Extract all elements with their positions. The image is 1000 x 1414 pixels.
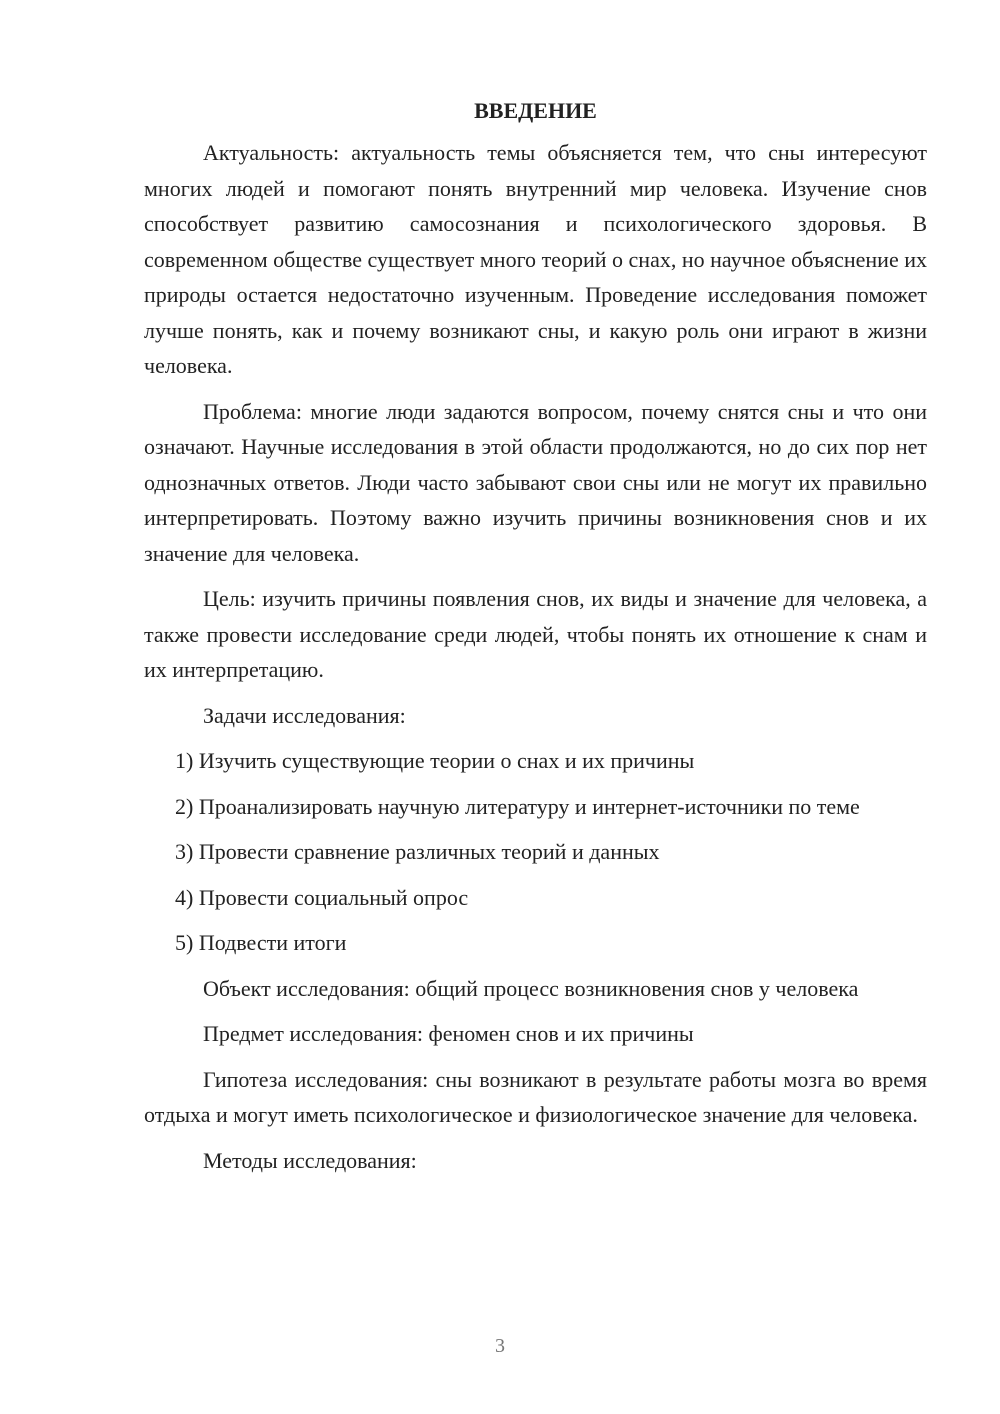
methods-heading: Методы исследования: (203, 1147, 417, 1173)
subject-paragraph: Предмет исследования: феномен снов и их причины (203, 1021, 694, 1046)
object-paragraph: Объект исследования: общий процесс возникновения снов у человека (203, 975, 859, 1001)
task-item: 4) Провести социальный опрос (175, 884, 469, 910)
tasks-heading: Задачи исследования: (203, 702, 406, 728)
page-content (144, 95, 927, 1188)
page-number: 3 (495, 1335, 505, 1357)
problem-paragraph: Проблема: многие люди задаются вопросом, почему снятся сны и что они означают. Научные исследования в этой области продолжаются, но до сих пор нет однозначных ответов. Люди часто забывают свои сны или не могут их правильно интерпретировать. Поэтому важно изучить причины возникновения снов и их значение для человека. (144, 398, 927, 566)
relevance-paragraph: Актуальность: актуальность темы объясняется тем, что сны интересуют многих людей и помогают понять внутренний мир человека. Изучение снов способствует развитию самосознания и психологического здоровья. В современном обществе существует много теорий о снах, но научное объяснение их природы остается недостаточно изученным. Проведение исследования поможет лучше понять, как и почему возникают сны, и какую роль они играют в жизни человека. (144, 140, 927, 378)
goal-paragraph: Цель: изучить причины появления снов, их виды и значение для человека, а также провести исследование среди людей, чтобы понять их отношение к снам и их интерпретацию. (144, 586, 927, 682)
section-title: ВВЕДЕНИЕ (474, 98, 597, 123)
task-item: 2) Проанализировать научную литературу и интернет-источники по теме (175, 793, 860, 819)
task-item: 1) Изучить существующие теории о снах и их причины (175, 748, 695, 773)
task-item: 3) Провести сравнение различных теорий и данных (175, 839, 660, 864)
hypothesis-paragraph: Гипотеза исследования: сны возникают в результате работы мозга во время отдыха и могут иметь психологическое и физиологическое значение для человека. (144, 1066, 927, 1127)
task-item: 5) Подвести итоги (175, 930, 347, 955)
